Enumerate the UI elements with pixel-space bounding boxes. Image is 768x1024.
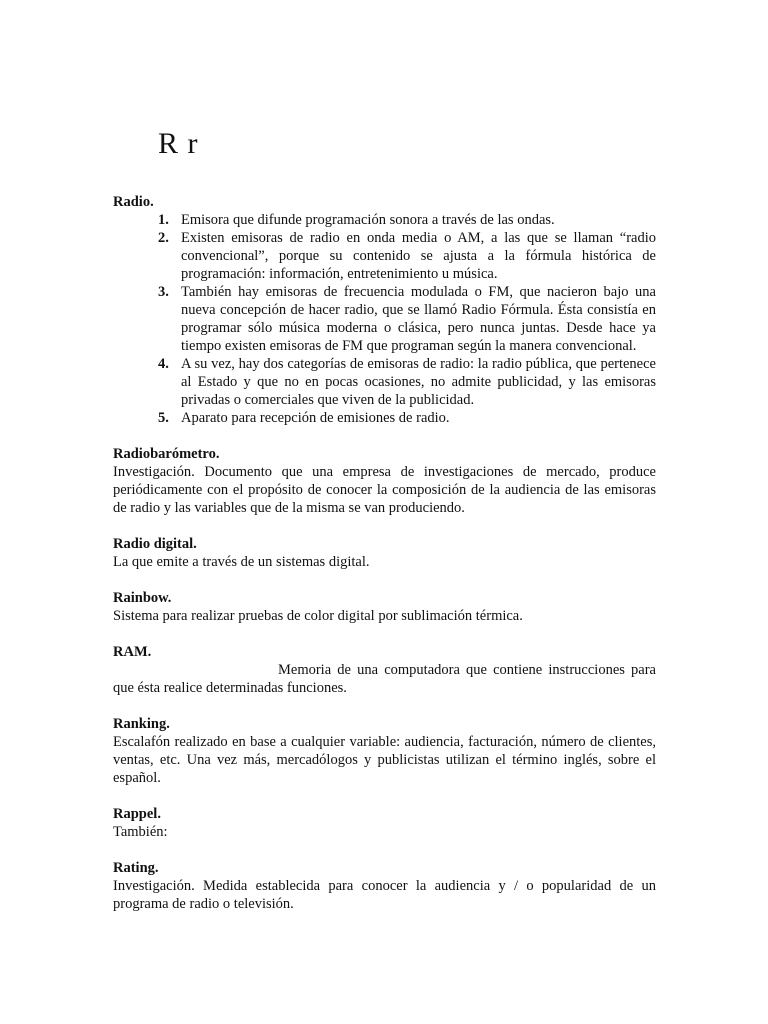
list-item xyxy=(113,355,656,409)
item-text: Existen emisoras de radio en onda media o AM, a las que se llaman “radio convencional”, porque su contenido se ajusta a la fórmula histórica de programación: información, entretenimiento u música. xyxy=(181,230,656,282)
list-item xyxy=(113,229,656,283)
definition-radiobarometro: Investigación. Documento que una empresa de investigaciones de mercado, produce periódicamente con el propósito de conocer la composición de la audiencia de las emisoras de radio y las variables que de la misma se van produciendo. xyxy=(113,464,656,516)
definition-radio-digital: La que emite a través de un sistemas digital. xyxy=(113,554,370,570)
radio-definitions-list xyxy=(113,211,656,427)
term-radiobarometro: Radiobarómetro. xyxy=(113,446,220,462)
item-text: Aparato para recepción de emisiones de radio. xyxy=(181,410,450,426)
term-ram: RAM. xyxy=(113,644,152,660)
term-radio-digital: Radio digital. xyxy=(113,536,197,552)
entry-radiobarometro xyxy=(113,445,656,517)
list-item xyxy=(113,283,656,355)
glossary-content xyxy=(113,193,656,931)
entry-ranking xyxy=(113,715,656,787)
definition-ranking: Escalafón realizado en base a cualquier variable: audiencia, facturación, número de clientes, ventas, etc. Una vez más, mercadólogos y publicistas utilizan el término inglés, sobre el español. xyxy=(113,734,656,786)
definition-rainbow: Sistema para realizar pruebas de color digital por sublimación térmica. xyxy=(113,608,523,624)
item-number: 3. xyxy=(158,284,169,300)
section-letter-heading: R r xyxy=(158,127,199,160)
term-radio: Radio. xyxy=(113,194,154,210)
entry-radio-digital xyxy=(113,535,656,571)
definition-ram-wrapper xyxy=(113,661,656,697)
term-ranking: Ranking. xyxy=(113,716,170,732)
item-text: También hay emisoras de frecuencia modulada o FM, que nacieron bajo una nueva concepción de hacer radio, que se llamó Radio Fórmula. Ésta consistía en programar sólo música moderna o clásica, pero nunca juntas. Desde hace ya tiempo existen emisoras de FM que programan según la manera convencional. xyxy=(181,284,656,354)
list-item xyxy=(113,409,656,427)
term-rating: Rating. xyxy=(113,860,159,876)
item-number: 2. xyxy=(158,230,169,246)
item-text: Emisora que difunde programación sonora a través de las ondas. xyxy=(181,212,555,228)
entry-ram xyxy=(113,643,656,697)
entry-rainbow xyxy=(113,589,656,625)
definition-ram: Memoria de una computadora que contiene instrucciones para que ésta realice determinadas funciones. xyxy=(113,662,656,696)
definition-rating: Investigación. Medida establecida para conocer la audiencia y / o popularidad de un programa de radio o televisión. xyxy=(113,878,656,912)
term-rappel: Rappel. xyxy=(113,806,161,822)
list-item xyxy=(113,211,656,229)
term-rainbow: Rainbow. xyxy=(113,590,172,606)
definition-rappel: También: xyxy=(113,824,168,840)
item-number: 5. xyxy=(158,410,169,426)
item-text: A su vez, hay dos categorías de emisoras de radio: la radio pública, que pertenece al Estado y que no en pocas ocasiones, no admite publicidad, y las emisoras privadas o comerciales que viven de la publicidad. xyxy=(181,356,656,408)
entry-radio xyxy=(113,193,656,427)
entry-rappel xyxy=(113,805,656,841)
item-number: 1. xyxy=(158,212,169,228)
entry-rating xyxy=(113,859,656,913)
item-number: 4. xyxy=(158,356,169,372)
